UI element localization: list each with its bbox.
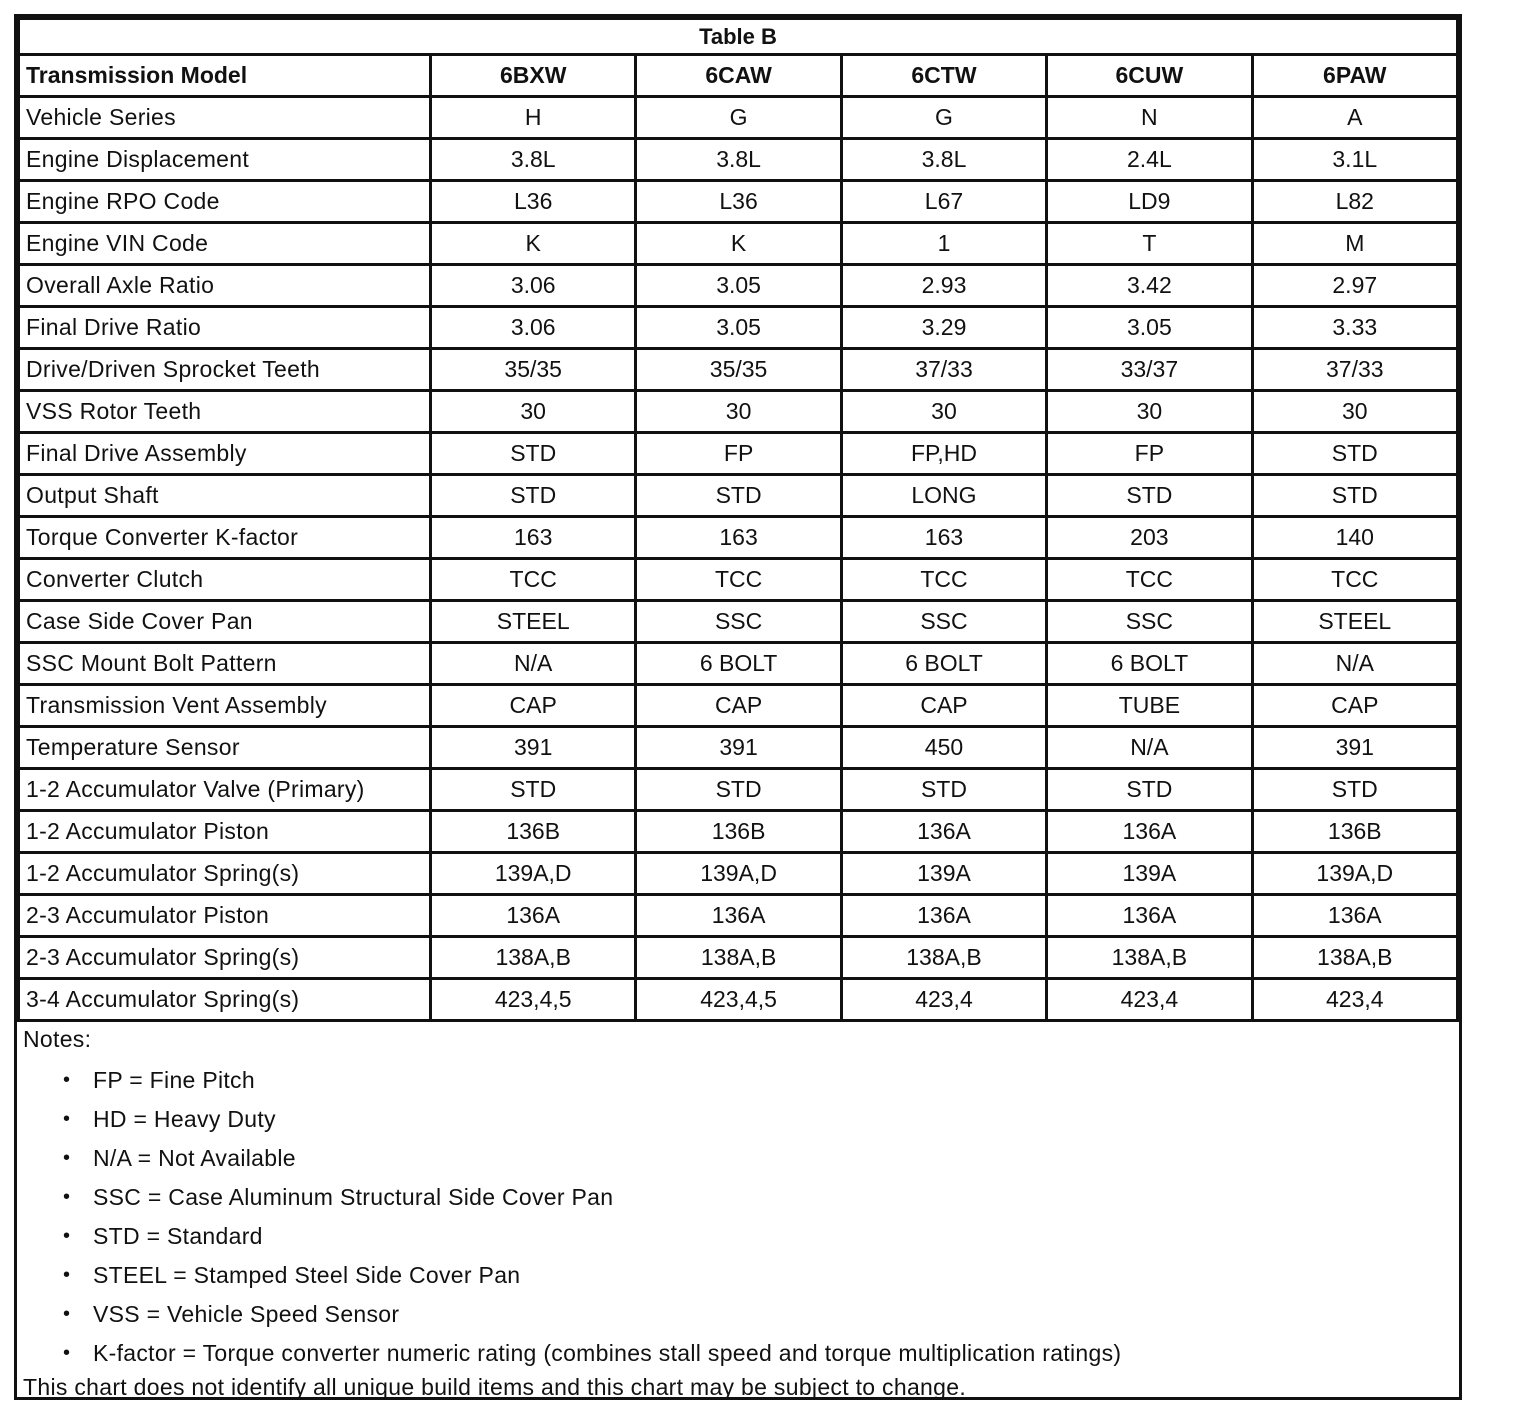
table-cell: 3.05 bbox=[636, 307, 841, 349]
table-cell: L36 bbox=[431, 181, 636, 223]
table-cell: 136A bbox=[431, 895, 636, 937]
table-cell: K bbox=[431, 223, 636, 265]
table-cell: N/A bbox=[1252, 643, 1457, 685]
row-label: Engine RPO Code bbox=[19, 181, 431, 223]
table-row bbox=[19, 643, 1458, 685]
table-cell: 138A,B bbox=[431, 937, 636, 979]
bullet-icon: • bbox=[63, 1108, 71, 1130]
header-model: 6BXW bbox=[431, 55, 636, 97]
table-cell: 139A,D bbox=[1252, 853, 1457, 895]
table-cell: 30 bbox=[636, 391, 841, 433]
table-row bbox=[19, 811, 1458, 853]
table-body bbox=[19, 97, 1458, 1021]
table-cell: FP bbox=[636, 433, 841, 475]
table-cell: 203 bbox=[1047, 517, 1252, 559]
row-label: Case Side Cover Pan bbox=[19, 601, 431, 643]
table-cell: L82 bbox=[1252, 181, 1457, 223]
row-label: Drive/Driven Sprocket Teeth bbox=[19, 349, 431, 391]
table-row bbox=[19, 769, 1458, 811]
table-cell: SSC bbox=[636, 601, 841, 643]
note-text: N/A = Not Available bbox=[93, 1145, 296, 1171]
table-cell: CAP bbox=[841, 685, 1046, 727]
table-cell: 3.8L bbox=[841, 139, 1046, 181]
note-item bbox=[63, 1062, 1453, 1101]
row-label: Engine VIN Code bbox=[19, 223, 431, 265]
bullet-icon: • bbox=[63, 1342, 71, 1364]
table-row bbox=[19, 181, 1458, 223]
table-row bbox=[19, 853, 1458, 895]
table-cell: 3.05 bbox=[636, 265, 841, 307]
table-cell: TCC bbox=[636, 559, 841, 601]
table-cell: L36 bbox=[636, 181, 841, 223]
header-label: Transmission Model bbox=[19, 55, 431, 97]
table-cell: TCC bbox=[431, 559, 636, 601]
table-cell: 2.4L bbox=[1047, 139, 1252, 181]
table-cell: STD bbox=[1252, 433, 1457, 475]
table-cell: STD bbox=[431, 769, 636, 811]
table-cell: 3.05 bbox=[1047, 307, 1252, 349]
row-label: Engine Displacement bbox=[19, 139, 431, 181]
table-title-row bbox=[19, 19, 1458, 55]
table-cell: TCC bbox=[1047, 559, 1252, 601]
transmission-spec-table bbox=[17, 17, 1459, 1022]
table-cell: STD bbox=[431, 475, 636, 517]
table-cell: 136A bbox=[841, 811, 1046, 853]
table-row bbox=[19, 979, 1458, 1021]
note-item bbox=[63, 1179, 1453, 1218]
table-cell: H bbox=[431, 97, 636, 139]
table-row bbox=[19, 517, 1458, 559]
table-cell: 391 bbox=[431, 727, 636, 769]
bullet-icon: • bbox=[63, 1225, 71, 1247]
row-label: Converter Clutch bbox=[19, 559, 431, 601]
table-cell: 6 BOLT bbox=[636, 643, 841, 685]
table-cell: 35/35 bbox=[636, 349, 841, 391]
table-cell: 37/33 bbox=[841, 349, 1046, 391]
note-text: VSS = Vehicle Speed Sensor bbox=[93, 1301, 400, 1327]
table-cell: 136B bbox=[431, 811, 636, 853]
table-row bbox=[19, 475, 1458, 517]
table-row bbox=[19, 391, 1458, 433]
row-label: 1-2 Accumulator Spring(s) bbox=[19, 853, 431, 895]
table-cell: 423,4 bbox=[841, 979, 1046, 1021]
bullet-icon: • bbox=[63, 1069, 71, 1091]
table-cell: STD bbox=[1047, 769, 1252, 811]
table-row bbox=[19, 349, 1458, 391]
table-row bbox=[19, 685, 1458, 727]
note-text: HD = Heavy Duty bbox=[93, 1106, 276, 1132]
table-cell: 450 bbox=[841, 727, 1046, 769]
table-cell: SSC bbox=[841, 601, 1046, 643]
table-cell: STEEL bbox=[431, 601, 636, 643]
table-cell: 136B bbox=[1252, 811, 1457, 853]
header-model: 6CUW bbox=[1047, 55, 1252, 97]
note-text: SSC = Case Aluminum Structural Side Cover Pan bbox=[93, 1184, 614, 1210]
table-cell: STD bbox=[636, 475, 841, 517]
table-cell: LD9 bbox=[1047, 181, 1252, 223]
note-item bbox=[63, 1257, 1453, 1296]
table-cell: M bbox=[1252, 223, 1457, 265]
table-cell: 139A bbox=[841, 853, 1046, 895]
table-cell: 2.97 bbox=[1252, 265, 1457, 307]
table-cell: CAP bbox=[431, 685, 636, 727]
table-cell: FP,HD bbox=[841, 433, 1046, 475]
table-cell: N/A bbox=[1047, 727, 1252, 769]
spec-sheet bbox=[14, 14, 1462, 1400]
table-cell: 3.8L bbox=[636, 139, 841, 181]
table-cell: STD bbox=[841, 769, 1046, 811]
header-model: 6CAW bbox=[636, 55, 841, 97]
table-cell: 136A bbox=[1047, 895, 1252, 937]
table-cell: 423,4,5 bbox=[636, 979, 841, 1021]
table-row bbox=[19, 937, 1458, 979]
table-cell: L67 bbox=[841, 181, 1046, 223]
header-model: 6CTW bbox=[841, 55, 1046, 97]
note-item bbox=[63, 1101, 1453, 1140]
row-label: 2-3 Accumulator Spring(s) bbox=[19, 937, 431, 979]
table-cell: N bbox=[1047, 97, 1252, 139]
table-cell: 163 bbox=[841, 517, 1046, 559]
row-label: VSS Rotor Teeth bbox=[19, 391, 431, 433]
note-item bbox=[63, 1140, 1453, 1179]
table-cell: LONG bbox=[841, 475, 1046, 517]
disclaimer: This chart does not identify all unique build items and this chart may be subject to change. bbox=[23, 1374, 967, 1400]
bullet-icon: • bbox=[63, 1264, 71, 1286]
table-cell: 163 bbox=[431, 517, 636, 559]
row-label: Torque Converter K-factor bbox=[19, 517, 431, 559]
table-cell: TCC bbox=[1252, 559, 1457, 601]
table-title: Table B bbox=[19, 19, 1458, 55]
table-cell: 6 BOLT bbox=[841, 643, 1046, 685]
table-cell: 139A,D bbox=[431, 853, 636, 895]
table-cell: 139A bbox=[1047, 853, 1252, 895]
table-cell: 30 bbox=[1252, 391, 1457, 433]
notes-title: Notes: bbox=[23, 1026, 92, 1052]
table-cell: STEEL bbox=[1252, 601, 1457, 643]
table-cell: 30 bbox=[1047, 391, 1252, 433]
table-row bbox=[19, 895, 1458, 937]
table-cell: 423,4 bbox=[1047, 979, 1252, 1021]
table-cell: 30 bbox=[841, 391, 1046, 433]
table-cell: 140 bbox=[1252, 517, 1457, 559]
table-cell: 3.33 bbox=[1252, 307, 1457, 349]
row-label: Final Drive Ratio bbox=[19, 307, 431, 349]
header-model: 6PAW bbox=[1252, 55, 1457, 97]
row-label: Transmission Vent Assembly bbox=[19, 685, 431, 727]
table-cell: STD bbox=[1252, 475, 1457, 517]
table-cell: 136A bbox=[636, 895, 841, 937]
table-cell: TCC bbox=[841, 559, 1046, 601]
table-cell: K bbox=[636, 223, 841, 265]
table-cell: G bbox=[841, 97, 1046, 139]
table-cell: 33/37 bbox=[1047, 349, 1252, 391]
notes-list bbox=[23, 1062, 1453, 1374]
row-label: SSC Mount Bolt Pattern bbox=[19, 643, 431, 685]
table-cell: 30 bbox=[431, 391, 636, 433]
table-row bbox=[19, 139, 1458, 181]
table-cell: 1 bbox=[841, 223, 1046, 265]
note-item bbox=[63, 1335, 1453, 1374]
table-cell: 2.93 bbox=[841, 265, 1046, 307]
table-cell: FP bbox=[1047, 433, 1252, 475]
note-text: FP = Fine Pitch bbox=[93, 1067, 255, 1093]
table-cell: 37/33 bbox=[1252, 349, 1457, 391]
table-cell: STD bbox=[431, 433, 636, 475]
table-cell: 139A,D bbox=[636, 853, 841, 895]
table-cell: 3.29 bbox=[841, 307, 1046, 349]
table-cell: 6 BOLT bbox=[1047, 643, 1252, 685]
table-cell: A bbox=[1252, 97, 1457, 139]
row-label: Overall Axle Ratio bbox=[19, 265, 431, 307]
row-label: Output Shaft bbox=[19, 475, 431, 517]
table-cell: STD bbox=[1252, 769, 1457, 811]
table-cell: 3.1L bbox=[1252, 139, 1457, 181]
table-cell: 3.06 bbox=[431, 265, 636, 307]
table-cell: STD bbox=[1047, 475, 1252, 517]
table-cell: 136B bbox=[636, 811, 841, 853]
table-cell: 35/35 bbox=[431, 349, 636, 391]
bullet-icon: • bbox=[63, 1303, 71, 1325]
table-cell: 138A,B bbox=[1252, 937, 1457, 979]
table-row bbox=[19, 433, 1458, 475]
row-label: 1-2 Accumulator Piston bbox=[19, 811, 431, 853]
table-cell: 3.42 bbox=[1047, 265, 1252, 307]
table-cell: TUBE bbox=[1047, 685, 1252, 727]
table-row bbox=[19, 307, 1458, 349]
table-cell: 136A bbox=[1047, 811, 1252, 853]
note-text: STD = Standard bbox=[93, 1223, 263, 1249]
table-cell: G bbox=[636, 97, 841, 139]
row-label: 2-3 Accumulator Piston bbox=[19, 895, 431, 937]
table-row bbox=[19, 97, 1458, 139]
row-label: 1-2 Accumulator Valve (Primary) bbox=[19, 769, 431, 811]
row-label: Vehicle Series bbox=[19, 97, 431, 139]
table-cell: 423,4 bbox=[1252, 979, 1457, 1021]
table-cell: 138A,B bbox=[1047, 937, 1252, 979]
table-cell: 138A,B bbox=[636, 937, 841, 979]
row-label: Temperature Sensor bbox=[19, 727, 431, 769]
table-row bbox=[19, 223, 1458, 265]
table-cell: 136A bbox=[841, 895, 1046, 937]
table-row bbox=[19, 601, 1458, 643]
table-cell: 3.8L bbox=[431, 139, 636, 181]
table-cell: 163 bbox=[636, 517, 841, 559]
table-cell: STD bbox=[636, 769, 841, 811]
row-label: Final Drive Assembly bbox=[19, 433, 431, 475]
table-cell: 136A bbox=[1252, 895, 1457, 937]
bullet-icon: • bbox=[63, 1147, 71, 1169]
note-text: K-factor = Torque converter numeric rating (combines stall speed and torque multiplication ratings) bbox=[93, 1340, 1122, 1366]
row-label: 3-4 Accumulator Spring(s) bbox=[19, 979, 431, 1021]
table-row bbox=[19, 559, 1458, 601]
table-cell: 423,4,5 bbox=[431, 979, 636, 1021]
bullet-icon: • bbox=[63, 1186, 71, 1208]
table-cell: 391 bbox=[636, 727, 841, 769]
table-cell: T bbox=[1047, 223, 1252, 265]
table-cell: CAP bbox=[1252, 685, 1457, 727]
table-cell: 3.06 bbox=[431, 307, 636, 349]
note-text: STEEL = Stamped Steel Side Cover Pan bbox=[93, 1262, 521, 1288]
note-item bbox=[63, 1218, 1453, 1257]
table-cell: 138A,B bbox=[841, 937, 1046, 979]
note-item bbox=[63, 1296, 1453, 1335]
table-cell: SSC bbox=[1047, 601, 1252, 643]
table-cell: 391 bbox=[1252, 727, 1457, 769]
table-header-row bbox=[19, 55, 1458, 97]
table-row bbox=[19, 265, 1458, 307]
table-cell: CAP bbox=[636, 685, 841, 727]
table-row bbox=[19, 727, 1458, 769]
table-cell: N/A bbox=[431, 643, 636, 685]
notes-section bbox=[17, 1022, 1459, 1404]
